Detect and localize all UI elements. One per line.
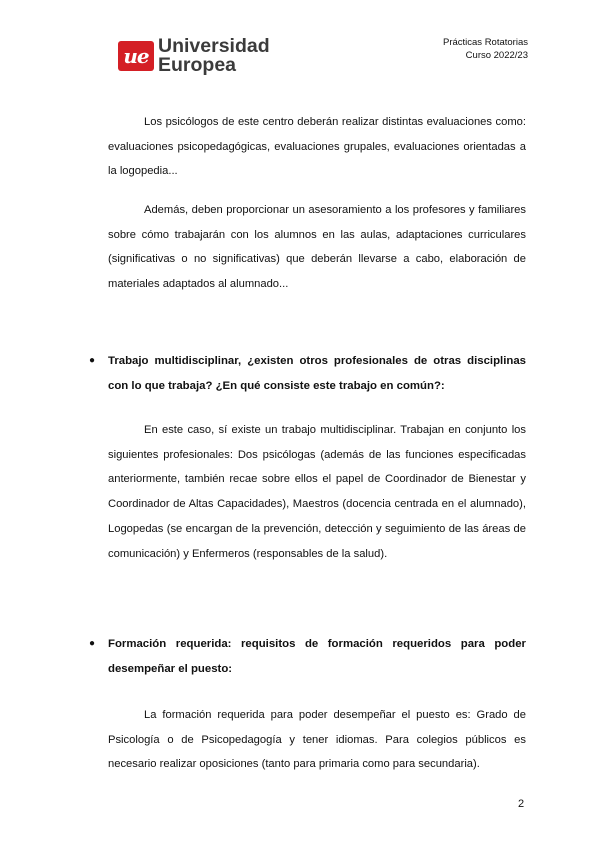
header-course: Curso 2022/23 [465, 50, 528, 61]
logo-line-2: Europea [158, 54, 237, 76]
logo-line-1: Universidad [158, 35, 270, 57]
header-course-info [443, 36, 528, 62]
heading-trabajo-multidisciplinar: Trabajo multidisciplinar, ¿existen otros profesionales de otras disciplinas con lo que trabaja? ¿En qué consiste este trabajo en común?: [108, 355, 526, 392]
ue-logo-mark: ue [118, 41, 154, 71]
page-number: 2 [518, 798, 525, 810]
paragraph-formacion: La formación requerida para poder desempeñar el puesto es: Grado de Psicología o de Psicopedagogía y tener idiomas. Para colegios públicos es necesario realizar oposiciones (tanto para primaria como para secundaria). [108, 709, 526, 771]
paragraph-evaluaciones: Los psicólogos de este centro deberán realizar distintas evaluaciones como: evaluaciones psicopedagógicas, evaluaciones grupales, evaluaciones orientadas a la logopedia... [108, 116, 526, 178]
university-logo [118, 37, 270, 75]
bullet-icon: ● [89, 638, 96, 649]
heading-formacion-requerida: Formación requerida: requisitos de formación requeridos para poder desempeñar el puesto: [108, 638, 526, 675]
logo-wordmark [158, 37, 270, 75]
bullet-icon: ● [89, 355, 96, 366]
header-title: Prácticas Rotatorias [442, 37, 528, 48]
paragraph-asesoramiento: Además, deben proporcionar un asesoramiento a los profesores y familiares sobre cómo trabajarán con los alumnos en las aulas, adaptaciones curriculares (significativas o no significativas) que deberán llevarse a cabo, elaboración de materiales adaptados al alumnado... [108, 204, 526, 291]
paragraph-multidisciplinar: En este caso, sí existe un trabajo multidisciplinar. Trabajan en conjunto los siguientes profesionales: Dos psicólogas (además de las funciones especificadas anteriormente, también recae sobre ellos el papel de Coordinador de Bienestar y Coordinador de Altas Capacidades), Maestros (docencia centrada en el alumnado), Logopedas (se encargan de la prevención, detección y seguimiento de las áreas de comunicación) y Enfermeros (responsables de la salud). [108, 424, 526, 560]
